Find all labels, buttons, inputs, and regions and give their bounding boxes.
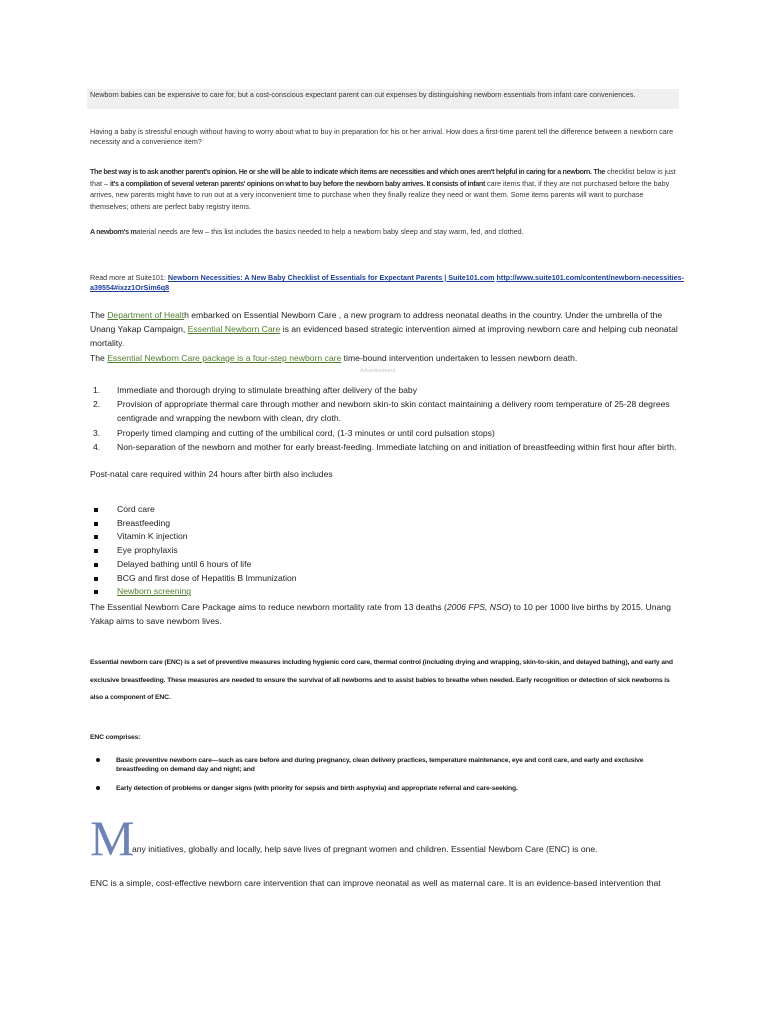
round-bullet-icon — [96, 758, 100, 762]
care-item-text: Eye prophylaxis — [117, 545, 178, 556]
step-text: Non-separation of the newborn and mother for early breast-feeding. Immediate latching on and initiation of breastfeeding within first hour after birth. — [117, 441, 677, 452]
paragraph-stress-text: Having a baby is stressful enough without having to worry about what to buy in preparation for his or her arrival. How does a first-time parent tell the difference between a newborn care necessity and a convenience item? — [90, 127, 674, 146]
enc-item-text: Basic preventive newborn care—such as care before and during pregnancy, clean delivery practices, temperature maintenance, eye and cord care, and early and exclusive breastfeeding on demand day and night; and — [116, 757, 644, 773]
best-way-condensed: it's a compilation of several veteran parents' opinions on what to buy before the newborn baby arrives. It consists of infant — [109, 178, 486, 188]
paragraph-best-way — [90, 166, 680, 212]
paragraph-many-initiatives — [90, 810, 690, 866]
enc-definition: Essential newborn care (ENC) is a set of preventive measures including hygienic cord care, thermal control (including drying and wrapping, skin-to-skin, and delayed bathing), and early and exclusive breastfeeding. These measures are needed to ensure the survival of all newborns and to assist babies to breathe when needed. Early recognition or detection of sick newborns is also a component of ENC. — [90, 659, 673, 702]
aim-after: ) to 10 per 1000 live births by 2015. Unang Yakap aims to save newborn lives. — [90, 602, 671, 627]
square-bullet-icon — [94, 535, 98, 539]
department-of-health-link[interactable]: Department of Healt — [107, 310, 185, 320]
paragraph-aim — [90, 600, 684, 628]
square-bullet-icon — [94, 563, 98, 567]
step-number: 1. — [93, 385, 101, 395]
care-item — [90, 558, 684, 572]
postnatal-heading: Post-natal care required within 24 hours after birth also includes — [90, 469, 333, 479]
intro-banner — [87, 89, 679, 109]
intro-text: Newborn babies can be expensive to care for, but a cost-conscious expectant parent can cut expenses by distinguishing newborn essentials from infant care conveniences. — [90, 90, 636, 99]
advertisement-label: Advertisement — [360, 368, 396, 374]
care-item-text: Delayed bathing until 6 hours of life — [117, 558, 252, 569]
step-item — [90, 440, 684, 454]
round-bullet-icon — [96, 786, 100, 790]
doh-before: The — [90, 310, 105, 320]
step-item — [90, 426, 684, 440]
square-bullet-icon — [94, 577, 98, 581]
square-bullet-icon — [94, 508, 98, 512]
square-bullet-icon — [94, 522, 98, 526]
step-number: 2. — [93, 399, 101, 410]
enc-item-text: Early detection of problems or danger signs (with priority for sepsis and birth asphyxia) and appropriate referral and care-seeking. — [116, 785, 518, 792]
step-number: 3. — [93, 427, 101, 438]
care-item — [90, 517, 684, 531]
suite101-article-link[interactable]: Newborn Necessities: A New Baby Checklist of Essentials for Expectant Parents | Suite101.com — [167, 273, 495, 282]
step-item — [90, 383, 684, 397]
suite101-url-link[interactable]: http://www.suite101.com/content/newborn-necessities-a39554#ixzz1OrSim6q8 — [90, 273, 684, 292]
material-needs-lead: A newborn's m — [90, 227, 137, 236]
read-more — [90, 273, 684, 293]
drop-cap: M — [90, 810, 135, 866]
package-before: The — [90, 352, 105, 363]
doh-mid: h embarked on Essential Newborn Care , a new program to address neonatal deaths in the country. Under the umbrella of the Unang Yakap Campaign, — [90, 310, 663, 335]
read-more-prefix: Read more at Suite101: — [90, 273, 166, 282]
package-after: time-bound intervention undertaken to lessen newborn death. — [343, 352, 578, 363]
paragraph-doh — [90, 308, 684, 365]
enc-item — [90, 784, 680, 793]
material-needs-rest: aterial needs are few – this list includes the basics needed to help a newborn baby sleep and stay warm, fed, and clothed. — [136, 227, 524, 236]
square-bullet-icon — [94, 549, 98, 553]
care-item-text: Cord care — [117, 504, 155, 514]
steps-list — [90, 383, 684, 454]
step-number: 4. — [93, 441, 101, 452]
care-item — [90, 585, 684, 599]
best-way-lead: The best way is to ask another parent's opinion. He or she will be able to indicate which items are necessities and which ones aren't helpful in caring for a newborn. The — [90, 167, 606, 176]
care-item — [90, 503, 684, 517]
step-text: Provision of appropriate thermal care through mother and newborn skin-to skin contact maintaining a delivery room temperature of 25-28 degrees centigrade and wrapping the newborn with clean, dry cloth. — [117, 399, 670, 424]
enc-comprises-list — [90, 756, 680, 793]
enc-item — [90, 756, 680, 774]
doh-after: is an evidenced based strategic intervention aimed at improving newborn care and helping cub neonatal mortality. — [90, 324, 678, 349]
square-bullet-icon — [94, 590, 98, 594]
care-item-text: Vitamin K injection — [117, 531, 188, 542]
enc-comprises-heading: ENC comprises: — [90, 734, 141, 741]
care-item-text: Breastfeeding — [117, 517, 171, 528]
essential-newborn-care-link[interactable]: Essential Newborn Care — [187, 324, 281, 335]
newborn-screening-link[interactable]: Newborn screening — [117, 586, 192, 597]
enc-package-link[interactable]: Essential Newborn Care package is a four-step newborn care — [107, 352, 342, 363]
care-item — [90, 530, 684, 544]
care-item — [90, 544, 684, 558]
step-item — [90, 397, 684, 425]
best-way-mid: checklist below is just that – — [90, 167, 676, 188]
paragraph-material-needs — [90, 227, 680, 237]
aim-before: The Essential Newborn Care Package aims to reduce newborn mortality rate from 13 deaths ( — [90, 602, 447, 612]
care-item-text: BCG and first dose of Hepatitis B Immunization — [117, 572, 297, 583]
best-way-rest: care items that, if they are not purchased before the baby arrives, new parents might have to run out at a very inconvenient time to purchase when they finally realize they need or want them. Some items parents will want to purchase themselves; others are perfect baby registry items. — [90, 178, 670, 211]
postnatal-care-list — [90, 503, 684, 599]
paragraph-enc-simple: ENC is a simple, cost-effective newborn care intervention that can improve neonatal as well as maternal care. It is an evidence-based intervention that — [90, 878, 661, 888]
aim-source: 2006 FPS, NSO — [446, 602, 509, 612]
step-text: Immediate and thorough drying to stimulate breathing after delivery of the baby — [117, 385, 418, 395]
care-item — [90, 572, 684, 586]
many-initiatives-text: any initiatives, globally and locally, help save lives of pregnant women and children. Essential Newborn Care (ENC) is one. — [132, 844, 598, 854]
paragraph-stress — [90, 127, 680, 147]
step-text: Properly timed clamping and cutting of the umbilical cord, (1-3 minutes or until cord pulsation stops) — [117, 427, 495, 438]
